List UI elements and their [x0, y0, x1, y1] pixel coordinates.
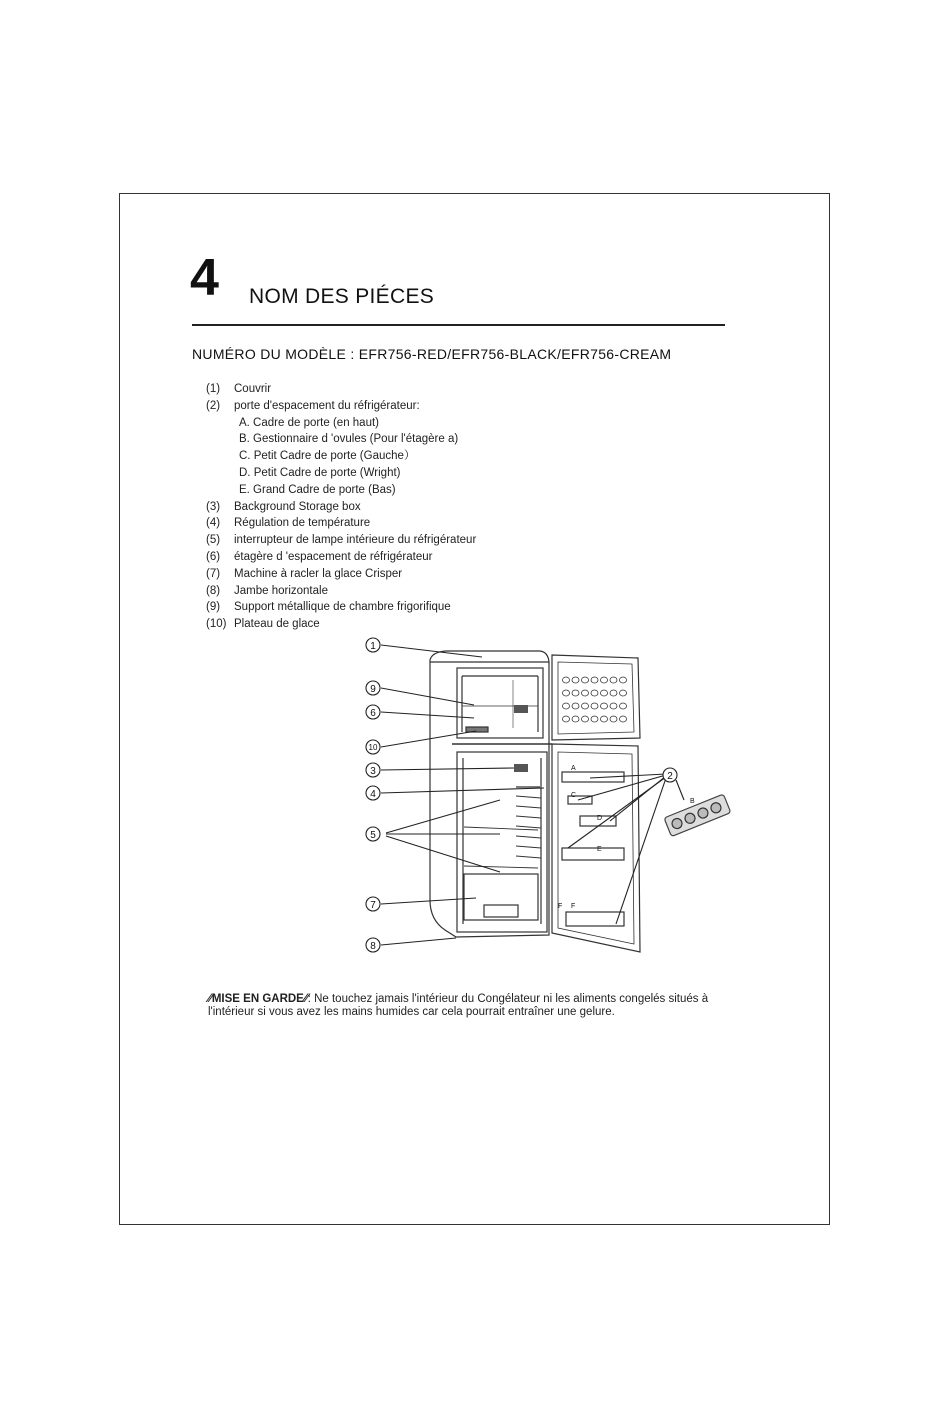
door-dimple [610, 703, 617, 709]
callout-7: 7 [370, 900, 376, 911]
door-dimple [620, 716, 627, 722]
door-letter-f-left: F [558, 903, 563, 910]
door-dimple [582, 716, 589, 722]
door-letter-f-right: F [571, 903, 576, 910]
warning-note [208, 993, 728, 1019]
callout-5: 5 [370, 830, 376, 841]
part-label: Plateau de glace [234, 618, 320, 631]
door-dimple [563, 690, 570, 696]
door-dimple [572, 677, 579, 683]
egg-holder [664, 794, 731, 837]
fridge-body-outline [430, 651, 549, 937]
door-dimple [601, 690, 608, 696]
door-dimple [582, 677, 589, 683]
door-dimple [610, 716, 617, 722]
part-label: porte d'espacement du réfrigérateur: [234, 399, 420, 412]
door-dimple [591, 703, 598, 709]
part-label: interrupteur de lampe intérieure du réfrigérateur [234, 534, 477, 547]
callout-4: 4 [370, 789, 376, 800]
callout-2: 2 [667, 771, 673, 782]
callout-9: 9 [370, 684, 376, 695]
warning-bolt-icon: ⁄⁄ [208, 993, 212, 1005]
part-label: E. Grand Cadre de porte (Bas) [239, 483, 396, 496]
part-label: étagère d 'espacement de réfrigérateur [234, 550, 433, 563]
section-number: 4 [190, 249, 219, 307]
door-dimple [601, 716, 608, 722]
door-letter-a: A [571, 765, 576, 772]
callout-3: 3 [370, 766, 376, 777]
door-dimple [563, 677, 570, 683]
part-label: Background Storage box [234, 500, 361, 513]
part-number: (6) [206, 550, 221, 563]
door-shelf-e [562, 848, 624, 860]
part-label: Machine à racler la glace Crisper [234, 567, 403, 580]
door-dimple [601, 677, 608, 683]
door-dimple [620, 703, 627, 709]
part-label: C. Petit Cadre de porte (Gauche） [239, 450, 416, 463]
part-number: (3) [206, 500, 221, 513]
door-dimple [591, 716, 598, 722]
door-dimple [572, 716, 579, 722]
part-number: (7) [206, 567, 221, 580]
model-number-line: NUMÉRO DU MODÈLE : EFR756-RED/EFR756-BLACK/EFR756-CREAM [192, 346, 672, 362]
part-number: (1) [206, 383, 221, 395]
section-title: NOM DES PIÉCES [249, 285, 435, 308]
door-dimple [572, 703, 579, 709]
part-label: Couvrir [234, 383, 272, 395]
part-number: (5) [206, 534, 221, 547]
part-label: D. Petit Cadre de porte (Wright) [239, 466, 401, 479]
door-dimple [620, 690, 627, 696]
shelf-rails [516, 796, 541, 858]
warning-bolt-icon: ⁄⁄ [303, 993, 308, 1005]
door-dimple [563, 703, 570, 709]
door-dimple [610, 677, 617, 683]
part-label: B. Gestionnaire d 'ovules (Pour l'étagère a) [239, 433, 459, 446]
ice-tray [466, 727, 488, 732]
part-label: Jambe horizontale [234, 584, 328, 597]
door-dimple [572, 690, 579, 696]
freezer-door [552, 655, 640, 740]
part-number: (10) [206, 618, 227, 631]
door-dimple [591, 677, 598, 683]
door-letter-b: B [690, 798, 695, 805]
freezer-door-dimples [563, 677, 627, 722]
door-letter-d: D [597, 815, 603, 822]
door-dimple [582, 690, 589, 696]
warning-tag: MISE EN GARDE [211, 993, 304, 1005]
part-number: (8) [206, 584, 221, 597]
part-number: (4) [206, 517, 221, 530]
door-dimple [601, 703, 608, 709]
part-label: Support métallique de chambre frigorifique [234, 601, 451, 614]
door-dimple [620, 677, 627, 683]
crisper-drawer [464, 874, 538, 920]
door-dimple [563, 716, 570, 722]
door-dimple [591, 690, 598, 696]
door-letter-c: C [571, 792, 577, 799]
callout-1: 1 [370, 641, 376, 652]
part-label: Régulation de température [234, 517, 371, 530]
door-shelf-f [566, 912, 624, 926]
part-number: (2) [206, 399, 221, 412]
callout-8: 8 [370, 941, 376, 952]
part-number: (9) [206, 601, 221, 614]
warning-text: : Ne touchez jamais l'intérieur du Congélateur ni les aliments congelés situés à l'intérieur si vous avez les mains humides car cela pourrait entraîner une gelure. [208, 993, 709, 1019]
door-dimple [610, 690, 617, 696]
callout-10: 10 [368, 743, 378, 752]
part-label: A. Cadre de porte (en haut) [239, 416, 379, 429]
door-letter-e: E [597, 846, 602, 853]
door-dimple [582, 703, 589, 709]
callout-6: 6 [370, 708, 376, 719]
